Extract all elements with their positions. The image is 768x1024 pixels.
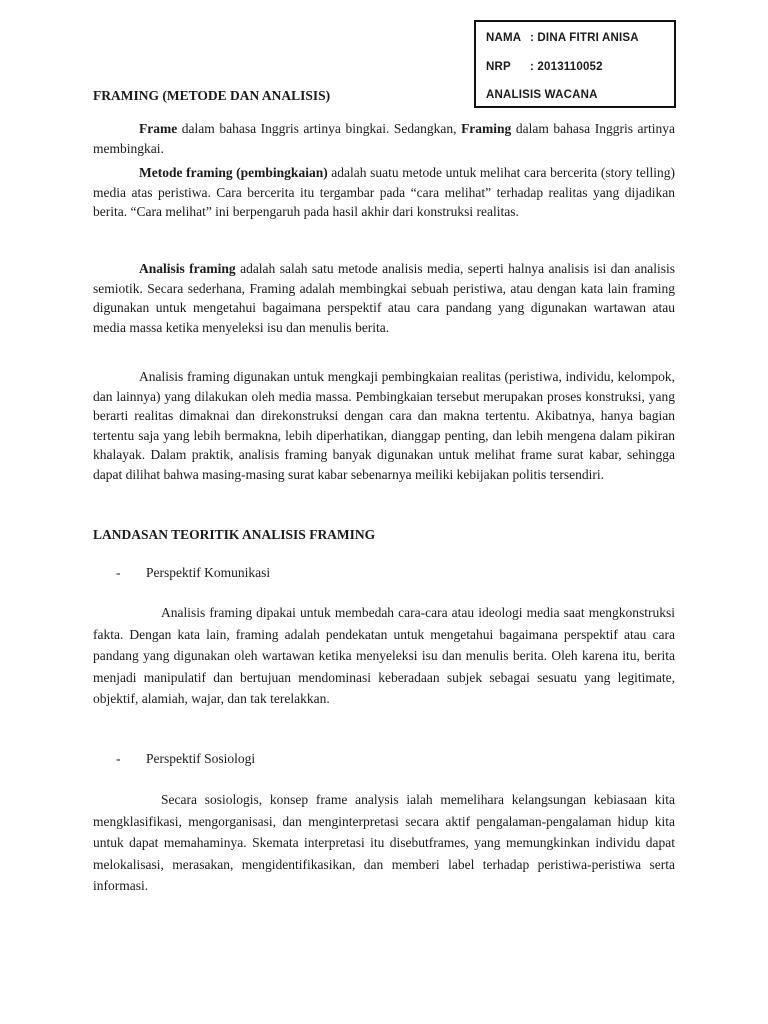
paragraph-perspektif-sosiologi: Secara sosiologis, konsep frame analysis ialah memelihara kelangsungan kebiasaan kita mengklasifikasi, mengorganisasi, dan menginterpretasi secara aktif pengalaman-pengalaman hidup kita untuk dapat memahaminya. Skemata interpretasi itu disebutframes, yang memungkinkan individu dapat melokalisasi, merasakan, mengidentifikasikan, dan memberi label terhadap peristiwa-peristiwa serta informasi. xyxy=(93,792,675,894)
term-frame: Frame xyxy=(139,121,178,136)
paragraph-perspektif-komunikasi: Analisis framing dipakai untuk membedah cara-cara atau ideologi media saat mengkonstruksi fakta. Dengan kata lain, framing adalah pendekatan untuk mengetahui bagaimana perspektif atau cara pandang yang digunakan oleh wartawan ketika menyeleksi isu dan menulis berita. Oleh karena itu, berita menjadi manipulatif dan bertujuan mendominasi keberadaan subjek sebagai sesuatu yang legitimate, objektif, alamiah, wajar, dan tak terelakkan. xyxy=(93,605,675,707)
name-value: : DINA FITRI ANISA xyxy=(530,32,639,44)
paragraph-text: adalah suatu metode untuk melihat cara bercerita (story telling) media atas peristiwa. Cara bercerita itu tergambar pada “cara melihat” terhadap realitas yang dijadikan berita. “Cara melihat” ini berpengaruh pada hasil akhir dari konstruksi realitas. xyxy=(93,165,675,219)
bullet-label: Perspektif Komunikasi xyxy=(146,565,271,580)
student-info-box xyxy=(474,20,676,108)
paragraph-pembingkaian: Analisis framing digunakan untuk mengkaji pembingkaian realitas (peristiwa, individu, kelompok, dan lainnya) yang dilakukan oleh media massa. Pembingkaian tersebut merupakan proses konstruksi, yang berarti realitas dimaknai dan direkonstruksi dengan cara dan makna tertentu. Akibatnya, hanya bagian tertentu saja yang lebih bermakna, lebih diperhatikan, dianggap penting, dan lebih mengena dalam pikiran khalayak. Dalam praktik, analisis framing banyak digunakan untuk melihat frame surat kabar, sehingga dapat dilihat bahwa masing-masing surat kabar sebenarnya meiliki kebijakan politis tersendiri. xyxy=(93,369,675,482)
bullet-dash: - xyxy=(116,751,121,766)
document-title: FRAMING (METODE DAN ANALISIS) xyxy=(93,88,331,103)
term-framing: Framing xyxy=(461,121,512,136)
bullet-label: Perspektif Sosiologi xyxy=(146,751,256,766)
name-label: NAMA xyxy=(486,32,522,44)
paragraph-analisis-framing xyxy=(93,259,675,337)
course-name: ANALISIS WACANA xyxy=(486,89,598,101)
section-heading-landasan: LANDASAN TEORITIK ANALISIS FRAMING xyxy=(93,527,376,542)
paragraph-text: dalam bahasa Inggris artinya bingkai. Sedangkan, xyxy=(177,121,462,136)
term-analisis-framing: Analisis framing xyxy=(139,261,236,276)
bullet-dash: - xyxy=(116,565,121,580)
paragraph-metode-framing xyxy=(93,163,675,222)
nrp-value: : 2013110052 xyxy=(530,61,603,73)
term-metode-framing: Metode framing (pembingkaian) xyxy=(139,165,328,180)
student-name-line xyxy=(486,32,639,44)
paragraph-text: dalam bahasa Inggris artinya membingkai. xyxy=(93,121,675,156)
paragraph-text: adalah salah satu metode analisis media, seperti halnya analisis isi dan analisis semiotik. Secara sederhana, Framing adalah membingkai sebuah peristiwa, atau dengan kata lain framing digunakan untuk mengetahui bagaimana perspektif atau cara pandang yang digunakan wartawan atau media massa ketika menyeleksi isu dan menulis berita. xyxy=(93,261,675,335)
student-nrp-line xyxy=(486,61,603,73)
bullet-perspektif-sosiologi xyxy=(116,751,255,767)
paragraph-frame-definition xyxy=(93,119,675,158)
nrp-label: NRP xyxy=(486,61,511,73)
bullet-perspektif-komunikasi xyxy=(116,565,270,581)
